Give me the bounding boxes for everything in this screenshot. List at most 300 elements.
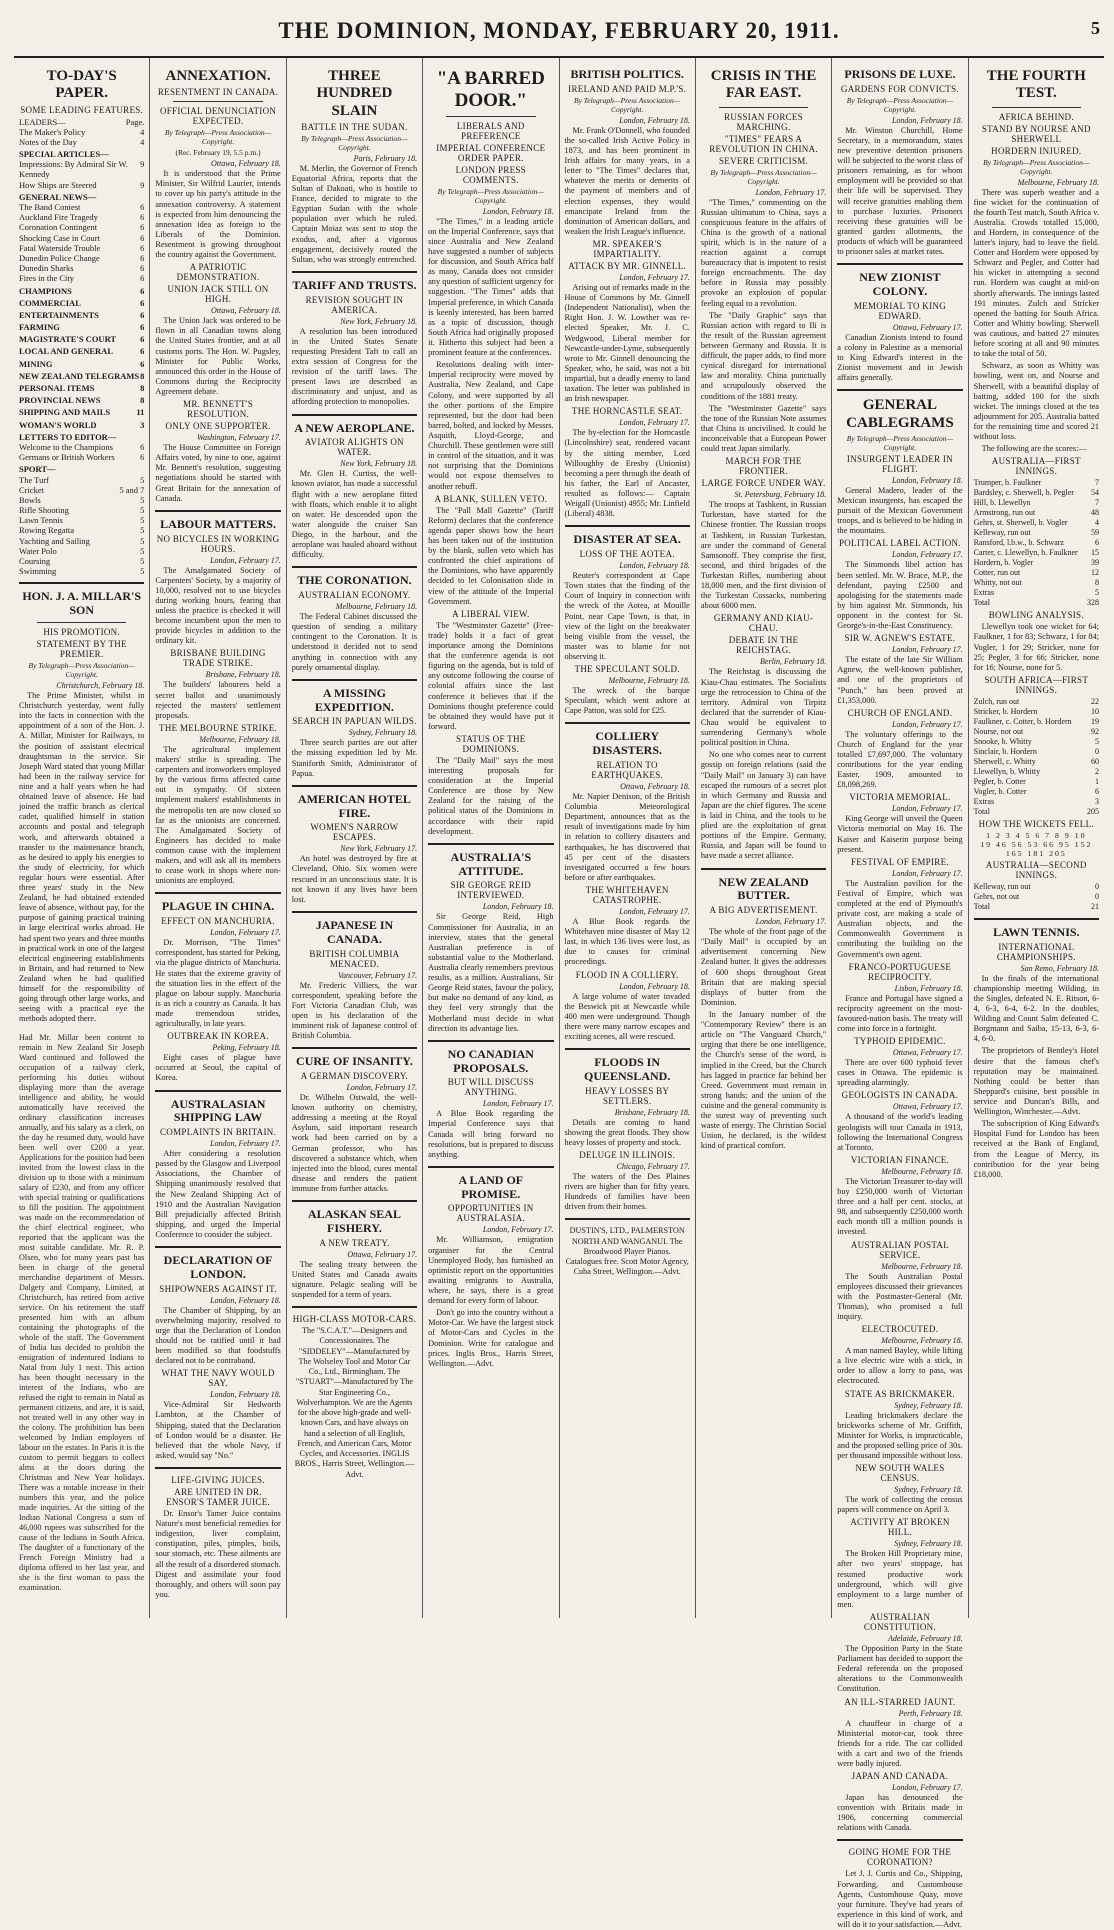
divider: [155, 1467, 280, 1469]
article-subheading: SHIPOWNERS AGAINST IT.: [159, 1283, 277, 1294]
contents-item-label: PERSONAL ITEMS: [19, 383, 95, 393]
batsman-name: Extras: [973, 588, 995, 598]
article-subheading: OPPORTUNITIES IN AUSTRALASIA.: [448, 1203, 534, 1224]
divider: [292, 1047, 417, 1049]
dateline: Sydney, February 18.: [894, 1485, 963, 1495]
article-headline[interactable]: PLAGUE IN CHINA.: [161, 899, 275, 914]
dateline: Ottawa, February 17.: [892, 1048, 963, 1058]
divider: [292, 1200, 417, 1202]
contents-item[interactable]: [19, 371, 144, 381]
contents-item-label: SPECIAL ARTICLES—: [19, 149, 109, 160]
contents-item[interactable]: [19, 253, 144, 263]
scorecard-total: Total 21: [973, 901, 1099, 911]
contents-item-label: The Band Contest: [19, 202, 81, 212]
article-body: The estate of the late Sir William Agnew, the well-known publisher, and one of the proprietors of "Punch," has been proved at £1,353,000.: [837, 655, 963, 705]
dateline: Sydney, February 18.: [894, 1400, 963, 1410]
batsman-runs: 48: [1091, 508, 1099, 518]
contents-item-label: Water Polo: [19, 545, 57, 556]
contents-item[interactable]: [19, 485, 144, 495]
article-subheading: GEOLOGISTS IN CANADA.: [841, 1090, 959, 1101]
divider: [155, 1246, 280, 1248]
article-subheading: OUTBREAK IN KOREA.: [167, 1031, 269, 1042]
divider: [292, 1306, 417, 1308]
batsman-name: Bardsley, c. Sherwell, b. Pegler: [973, 488, 1074, 498]
dateline: London, February 17.: [891, 719, 963, 729]
article-subheading: BUT WILL DISCUSS ANYTHING.: [447, 1077, 534, 1098]
divider: [428, 1166, 553, 1168]
divider: [155, 892, 280, 894]
dateline: London, February 18.: [482, 902, 554, 912]
article-headline[interactable]: FLOODS IN QUEENSLAND.: [584, 1055, 671, 1083]
article-headline[interactable]: LABOUR MATTERS.: [160, 516, 276, 531]
batsman-name: Hordern, b. Vogler: [973, 558, 1034, 568]
contents-item-label: Fatal Waterside Trouble: [19, 242, 101, 253]
dateline: Ottawa, February 18.: [210, 306, 281, 316]
dateline: London, February 17.: [210, 555, 281, 565]
batsman-row: [974, 588, 1099, 598]
dateline: New York, February 18.: [340, 316, 418, 326]
divider: [292, 566, 417, 568]
batsman-runs: 8: [1095, 578, 1099, 588]
article-body: The Federal Cabinet discussed the question of sending a military contingent to the Coronation. It is understood it decided not to send anything in connection with any purely ornamental display.: [291, 612, 418, 672]
divider: [974, 918, 1099, 920]
batsman-row: [974, 882, 1099, 892]
contents-item[interactable]: [19, 536, 144, 546]
contents-item[interactable]: [19, 442, 144, 452]
contents-item-label: WOMAN'S WORLD: [19, 419, 97, 430]
advert-heading: GOING HOME FOR THE CORONATION?: [848, 1847, 952, 1868]
contents-item[interactable]: [19, 149, 144, 159]
article-subheading: AVIATOR ALIGHTS ON WATER.: [304, 437, 404, 458]
batsman-row: [974, 737, 1099, 747]
contents-item-label: PROVINCIAL NEWS: [19, 395, 101, 406]
contents-list: [19, 117, 144, 577]
article-subheading: FRANCO-PORTUGUESE RECIPROCITY.: [848, 961, 952, 982]
contents-item[interactable]: [19, 420, 144, 430]
contents-item-label: Coronation Contingent: [19, 222, 98, 233]
dateline: London, February 17.: [891, 804, 963, 814]
article-subheading: DEBATE IN THE REICHSTAG.: [728, 635, 799, 656]
article-body: A Blue Book regarding the Imperial Conference says that Canada will bring forward no resolutions, but is prepared to discuss anything.: [428, 1109, 554, 1159]
dateline: Adelaide, February 18.: [887, 1633, 963, 1643]
scorecard: [974, 882, 1099, 902]
advert-heading: HIGH-CLASS MOTOR-CARS.: [292, 1314, 417, 1325]
contents-item-page: 8: [140, 395, 145, 406]
article-subheading: LONDON PRESS COMMENTS.: [455, 164, 526, 185]
advert-body: Dr. Ensor's Tamer Juice contains Nature's most beneficial remedies for indigestion, liver complaint, constipation, piles, pimples, boils, sour stomach, etc. These ailments are all the result of a disordered stomach. Digest and assimilate your food thoroughly, and others will soon pay you.: [155, 1509, 281, 1599]
contents-item[interactable]: [19, 495, 144, 505]
article-headline[interactable]: "A BARRED DOOR.": [436, 68, 545, 111]
article-headline[interactable]: A NEW AEROPLANE.: [294, 420, 415, 435]
contents-item[interactable]: [19, 212, 144, 222]
received-time: (Rec. February 19, 5.5 p.m.): [175, 148, 261, 158]
column-5: [560, 58, 696, 1618]
contents-item[interactable]: [19, 222, 144, 232]
contents-item[interactable]: [19, 525, 144, 535]
article-body: Mr. Napier Denison, of the British Columbia Meteorological Department, announces that as the result of investigations made by him in relation to colliery disasters and earthquakes, he has discovered that 45 per cent of the disasters investigated occurred a few hours before or after earthquakes.: [564, 792, 690, 882]
article-headline[interactable]: THREE HUNDRED SLAIN: [316, 68, 393, 119]
contents-item-page: 5: [140, 566, 145, 577]
innings-heading: AUSTRALIA—SECOND INNINGS.: [985, 859, 1087, 880]
article-headline[interactable]: A MISSING EXPEDITION.: [314, 685, 394, 714]
article-body: The voluntary offerings to the Church of England for the year totalled £7,697,000. The voluntary contributions for the year ending Easter, 1909, amounted to £8,098,269.: [837, 729, 963, 790]
contents-item-page: 6: [140, 232, 145, 243]
contents-item-label: Lawn Tennis: [19, 515, 63, 526]
article-subheading: STATUS OF THE DOMINIONS.: [456, 733, 526, 754]
dateline: Melbourne, February 18.: [199, 734, 281, 744]
article-headline[interactable]: NEW ZEALAND BUTTER.: [718, 874, 809, 903]
contents-item-page: 5: [140, 525, 145, 536]
article-headline[interactable]: PRISONS DE LUXE.: [844, 67, 956, 81]
contents-item-page: 9: [140, 179, 145, 190]
contents-item[interactable]: [19, 310, 144, 320]
dateline: New York, February 18.: [340, 459, 418, 469]
divider: [292, 679, 417, 681]
article-body: Had Mr. Millar been content to remain in New Zealand Sir Joseph Ward continued and followed the occupation of a railway clerk, performing his duties without displaying more than the average intelligence and ability, he would automatically have received the ordinary classification increases annually, and his salary as a clerk, on the day he resumed duty, would have been well over £200 a year. Applications for the position had been invited from the lowest class in the division up to those with a minimum salary of £230, and from any officer with special training or qualifications to fill the position. The appointment was made on the recommendation of the chief electrical engineer, who reported that the applicant was the most suitable candidate. Mr. R. P. Olsen, who for many years past has been in charge of the general merchandise department of Messrs. Dalgety and Company, Limited, at Christchurch, has retired from active service. On his retirement the staff presented him with an album containing the photographs of the whole of the staff. The Government of India has decided to prohibit the emigration of indentured Indians to Natal from July 1 next. This action has been thought necessary in the interest of the Indians, who are refused the right to remain in Natal as permanent citizens, and are, it is said, not treated well in any other way in the colony. The prohibition has been welcomed by Indian employers of labour on the estates. In Paris it is the custom to permit beggars to collect alms at the doors during the Christmas and New Year holidays. There was a notable increase in their numbers this year, and the police made inquiries. At the sitting of the Indian National Congress a sum of 46,000 rupees was subscribed for the cause of the Indians in South Africa. The daughter of a functionary of the French Foreign Ministry had a diploma offered to her last year, and she is the first woman to pass the examination.: [19, 1032, 145, 1592]
article-body: The Amalgamated Society of Carpenters' Society, by a majority of 10,000, resolved not to use bicycles during working hours, fearing that unless the practice is checked it will become incumbent upon the men to provide bicycles in addition to the ordinary kit.: [155, 565, 281, 646]
article-subheading: A PATRIOTIC DEMONSTRATION.: [176, 262, 260, 283]
batsman-row: [974, 478, 1099, 488]
contents-item-page: 5: [140, 545, 145, 556]
article-body: Llewellyn took one wicket for 64; Faulkner, 1 for 83; Schwarz, 1 for 84; Vogler, 1 for 29; Stricker, none for 25; Pegler, 3 for 66; Stricker, none for 16; Nourse, none for 5.: [973, 622, 1099, 672]
article-subheading: SIR W. AGNEW'S ESTATE.: [844, 633, 956, 644]
contents-item[interactable]: [19, 395, 144, 405]
contents-item-label: How Ships are Steered: [19, 179, 97, 190]
batsman-name: Vogler, b. Cotter: [973, 786, 1027, 796]
batsman-runs: 0: [1095, 891, 1099, 901]
batsman-row: [974, 747, 1099, 757]
article-headline[interactable]: GENERAL CABLEGRAMS: [846, 397, 954, 431]
divider: [19, 582, 144, 584]
batsman-runs: 4: [1095, 518, 1099, 528]
article-subheading: LIBERALS AND PREFERENCE: [456, 120, 525, 141]
contents-item[interactable]: [19, 546, 144, 556]
contents-item-label: COMMERCIAL: [19, 297, 81, 308]
batsman-runs: 7: [1095, 498, 1099, 508]
batsman-runs: 5: [1095, 736, 1099, 746]
article-body: A thousand of the world's leading geologists will tour Canada in 1913, following the International Congress at Toronto.: [837, 1112, 963, 1152]
contents-item[interactable]: [19, 202, 144, 212]
article-headline[interactable]: AUSTRALASIAN SHIPPING LAW: [170, 1096, 266, 1125]
contents-item[interactable]: [19, 452, 144, 462]
article-subheading: JAPAN AND CANADA.: [851, 1771, 949, 1782]
contents-item[interactable]: [19, 566, 144, 576]
contents-item-label: NEW ZEALAND TELEGRAMS: [19, 370, 140, 381]
wickets-numbers: 1 2 3 4 5 6 7 8 9 10: [986, 830, 1087, 840]
batsman-row: [974, 707, 1099, 717]
dateline: London, February 17.: [346, 1082, 418, 1092]
article-headline[interactable]: TARIFF AND TRUSTS.: [292, 277, 417, 292]
batsman-runs: 7: [1095, 478, 1099, 488]
article-body: In the finals of the international championship meeting Wilding, in the Singles, defeated N. E. Ritson, 6-4, 6-3, 6-4, 6-2. In the doubles, Wilding and Count Salm defeated C. Borgmann and Saiba, 15-13, 6-3, 6-4, 6-0. The proprietors of Bentley's Hotel desire that the famous chef's reputation may be maintained. Nothing could be better than Sheppard's cuisine, best possible in service and Duncan's Bills, and Wellington, Winchester.—Advt. The subscription of King Edward's Hospital Fund for London has been received at the Bank of England, from the League of Mercy, its contribution for the year being £18,000.: [973, 973, 1099, 1179]
contents-item[interactable]: [19, 263, 144, 273]
contents-item-label: Rowing Regatta: [19, 525, 75, 536]
article-body: The Australian pavilion for the Festival of Empire, which was completed at the end of Plymouth's private cost, are making a scale of Australian objects, and the Commonwealth Government is contributing the building on the Government's own agent.: [837, 878, 963, 959]
columns: [14, 58, 1104, 1930]
article-subheading: A BLANK, SULLEN VETO.: [434, 493, 548, 504]
dateline: Sydney, February 18.: [348, 728, 418, 738]
masthead-title: THE DOMINION, MONDAY, FEBRUARY 20, 1911.: [278, 18, 840, 43]
article-subheading: ONLY ONE SUPPORTER.: [165, 421, 271, 432]
contents-item[interactable]: [19, 464, 144, 474]
contents-item[interactable]: [19, 322, 144, 332]
contents-item[interactable]: [19, 286, 144, 296]
divider: [428, 843, 553, 845]
batsman-runs: 0: [1095, 881, 1099, 891]
batsman-row: [974, 568, 1099, 578]
contents-item[interactable]: [19, 180, 144, 190]
article-headline[interactable]: JAPANESE IN CANADA.: [315, 917, 394, 946]
batsman-runs: 6: [1095, 538, 1099, 548]
scorecard-total: Total 205: [973, 806, 1099, 816]
column-8: [969, 58, 1104, 1618]
byline: By Telegraph—Press Association—Copyright.: [846, 433, 954, 452]
article-body: A chauffeur in charge of a Ministerial motor-car, took three friends for a ride. The car collided with a cart and two of the friends were badly injured.: [837, 1718, 963, 1768]
contents-item-label: Fires in the City: [19, 273, 75, 284]
contents-item[interactable]: [19, 334, 144, 344]
article-subheading: A LIBERAL VIEW.: [452, 608, 530, 619]
article-headline[interactable]: AUSTRALIA'S ATTITUDE.: [450, 849, 532, 878]
article-headline[interactable]: NO CANADIAN PROPOSALS.: [447, 1046, 534, 1075]
byline: By Telegraph—Press Association—Copyright.: [573, 95, 681, 114]
contents-item[interactable]: [19, 359, 144, 369]
article-subheading: CHURCH OF ENGLAND.: [847, 707, 953, 718]
batsman-row: [974, 538, 1099, 548]
contents-item[interactable]: [19, 137, 144, 147]
article-body: The waters of the Des Plaines rivers are higher than for fifty years. Hundreds of families have been driven from their homes.: [564, 1172, 690, 1212]
dateline: Perth, February 18.: [898, 1708, 963, 1718]
article-headline[interactable]: THE FOURTH TEST.: [986, 68, 1086, 102]
dateline: Chicago, February 17.: [616, 1162, 690, 1171]
dateline: London, February 17.: [619, 906, 690, 916]
article-body: The wreck of the barque Speculant, which went ashore at Cape Patton, was sold for £25.: [564, 686, 690, 716]
contents-item[interactable]: [19, 233, 144, 243]
contents-item[interactable]: [19, 407, 144, 417]
dateline: London, February 17.: [210, 1139, 281, 1149]
article-body: Mr. Frank O'Donnell, who founded the so-called Irish Active Policy in 1873, and has been prominent in Irish affairs for many years, in a letter to "The Times" declares that, whatever the merits or demerits of the payment of members and of election expenses, they would emancipate Ireland from the domination of American dollars, and weaken the Irish League's influence.: [564, 125, 690, 236]
contents-item[interactable]: [19, 243, 144, 253]
divider: [837, 263, 962, 265]
dateline: London, February 18.: [619, 115, 690, 125]
contents-item[interactable]: [19, 192, 144, 202]
article-subheading: INSURGENT LEADER IN FLIGHT.: [846, 453, 953, 474]
contents-item[interactable]: [19, 383, 144, 393]
article-headline[interactable]: DISASTER AT SEA.: [573, 532, 681, 547]
batsman-name: Pegler, b. Cotter: [973, 776, 1026, 786]
batsman-name: Extras: [973, 796, 995, 806]
column-7: [832, 58, 968, 1930]
dateline: Melbourne, February 18.: [881, 1336, 963, 1346]
article-subheading: THE HORNCASTLE SEAT.: [571, 406, 683, 417]
batsman-row: [974, 797, 1099, 807]
article-body: A resolution has been introduced in the United States Senate requesting President Taft to call an extra session of Congress for the revision of the tariff laws. The present laws are described as discriminatory and unjust, and as affording protection to monopolies.: [291, 326, 418, 407]
article-subheading: BRITISH COLUMBIA MENACED.: [309, 948, 400, 969]
dateline: London, February 17.: [755, 187, 827, 197]
batsman-name: Trumper, b. Faulkner: [973, 478, 1042, 488]
contents-item-label: Yachting and Sailing: [19, 535, 90, 546]
rule: [173, 101, 262, 102]
divider: [155, 510, 280, 512]
article-subheading: POLITICAL LABEL ACTION.: [838, 538, 961, 549]
article-subheading: MR. BENNETT'S RESOLUTION.: [183, 399, 254, 420]
batsman-row: [974, 757, 1099, 767]
article-subheading: A GERMAN DISCOVERY.: [300, 1070, 409, 1081]
article-headline[interactable]: THE CORONATION.: [297, 573, 412, 588]
batsman-runs: 15: [1091, 548, 1099, 558]
contents-item-page: 11: [136, 407, 145, 418]
dateline: London, February 17.: [619, 418, 690, 428]
article-headline[interactable]: CURE OF INSANITY.: [296, 1054, 413, 1069]
dateline: Washington, February 17.: [197, 433, 281, 443]
article-headline[interactable]: LAWN TENNIS.: [993, 924, 1080, 939]
batsman-name: Sherwell, c. Whitty: [973, 756, 1036, 766]
article-subheading: AUSTRALIAN CONSTITUTION.: [863, 1611, 937, 1632]
column-1: [14, 58, 150, 1618]
dateline: Melbourne, February 18.: [881, 1166, 963, 1176]
article-subheading: GERMANY AND KIAU-CHAU.: [713, 613, 814, 634]
advert-body: DUSTIN'S, LTD., PALMERSTON NORTH AND WANGANUI. The Broadwood Player Pianos. Catalogues free. Scott Motor Agency, Cuba Street, Wellington.—Advt.: [565, 1226, 689, 1277]
dateline: Lisbon, February 18.: [894, 983, 963, 993]
contents-item[interactable]: [19, 159, 144, 179]
article-body: Japan has denounced the convention with Britain made in 1906, concerning commercial relations with Canada.: [837, 1793, 963, 1833]
dateline: New York, February 17.: [340, 844, 418, 854]
dateline: St. Petersburg, February 18.: [734, 490, 827, 500]
batsman-name: Gehrs, not out: [973, 891, 1020, 901]
contents-item-page: 6: [140, 252, 145, 263]
batsman-row: [974, 488, 1099, 498]
rule: [992, 107, 1081, 108]
batsman-name: Llewellyn, b. Whitty: [973, 766, 1041, 776]
article-headline[interactable]: ALASKAN SEAL FISHERY.: [307, 1207, 401, 1235]
leaders-label: LEADERS—: [19, 116, 66, 127]
batsman-runs: 59: [1091, 528, 1099, 538]
article-subheading: RELATION TO EARTHQUAKES.: [591, 760, 664, 780]
contents-item-page: 6: [140, 334, 145, 345]
dateline: Peking, February 18.: [212, 1043, 281, 1053]
contents-item-label: Impressions: By Admiral Sir W. Kennedy: [19, 159, 128, 180]
article-subheading: BRISBANE BUILDING TRADE STRIKE.: [170, 648, 266, 669]
scorecard-total: Total 328: [973, 598, 1099, 608]
contents-item-label: Bowls: [19, 494, 41, 505]
contents-item-page: 6: [140, 297, 145, 308]
batsman-row: [974, 697, 1099, 707]
batsman-name: Kelleway, run out: [973, 881, 1031, 891]
article-subheading: SIR GEORGE REID INTERVIEWED.: [450, 880, 532, 901]
article-body: The Union Jack was ordered to be flown in all Canadian towns along the United States frontier, and at all customs ports. The Hon. W. Pugsley, Minister for Public Works, announced this order in the House of Commons during the Reciprocity Agreement debate.: [155, 316, 281, 396]
article-subheading: NEW SOUTH WALES CENSUS.: [855, 1463, 945, 1484]
batsman-name: Armstrong, run out: [973, 508, 1036, 518]
article-headline[interactable]: BRITISH POLITICS.: [570, 67, 684, 81]
article-subheading: VICTORIA MEMORIAL.: [849, 792, 951, 803]
article-headline[interactable]: HON. J. A. MILLAR'S SON: [22, 589, 142, 618]
article-subheading: LOSS OF THE AOTEA.: [579, 549, 675, 560]
batsman-row: [974, 578, 1099, 588]
batsman-name: Nourse, not out: [973, 726, 1024, 736]
article-headline[interactable]: CRISIS IN THE FAR EAST.: [710, 68, 817, 102]
contents-item-page: 6: [140, 309, 145, 320]
batsman-row: [974, 777, 1099, 787]
contents-item-page: 5 and 7: [119, 484, 145, 495]
divider: [155, 1090, 280, 1092]
article-headline[interactable]: ANNEXATION.: [165, 68, 271, 84]
article-subheading: HOW THE WICKETS FELL.: [978, 818, 1094, 829]
scorecard: [974, 697, 1099, 807]
dateline: Brisbane, February 18.: [614, 1107, 690, 1117]
batsman-name: Stricker, b. Hordern: [973, 706, 1038, 716]
article-body: The Reichstag is discussing the Kiau-Chau estimates. The Socialists urge the retrocession to China of the territory. Admiral von Tirpitz declared that the surrender of Kiau-Chau would be equivalent to surrendering Germany's whole political position in China. No one who comes near to current gossip on foreign relations (said the "Daily Mail" on January 3) can have escaped the rumours of a secret plot in which Germany and Russia and Japan are the chief figures. The scene is laid in China, and the tools to be plied are the exploitation of great portions of the Empire. Germany, Russia, and Japan will be found to have made a secret alliance.: [700, 667, 827, 861]
scorecard: [974, 478, 1099, 598]
contents-item-label: Dunedin Police Change: [19, 252, 100, 263]
contents-item-label: Shocking Case in Court: [19, 232, 100, 243]
article-subheading: HORDERN INJURED.: [991, 145, 1082, 156]
article-headline[interactable]: AMERICAN HOTEL FIRE.: [297, 791, 411, 820]
article-headline[interactable]: COLLIERY DISASTERS.: [592, 729, 663, 758]
batsman-row: [974, 558, 1099, 568]
divider: [701, 868, 826, 870]
dateline: London, February 18.: [482, 206, 554, 216]
article-subheading: A NEW TREATY.: [319, 1237, 390, 1248]
article-headline[interactable]: DECLARATION OF LONDON.: [163, 1253, 273, 1281]
contents-item[interactable]: [19, 298, 144, 308]
contents-item[interactable]: [19, 273, 144, 283]
article-subheading: IRELAND AND PAID M.P.'S.: [568, 83, 687, 94]
article-subheading: UNION JACK STILL ON HIGH.: [167, 284, 269, 305]
contents-item[interactable]: [19, 505, 144, 515]
batsman-runs: 1: [1095, 776, 1099, 786]
divider: [565, 525, 690, 527]
article-subheading: RUSSIAN FORCES MARCHING.: [724, 111, 804, 132]
dateline: Melbourne, February 18.: [881, 1261, 963, 1271]
divider: [428, 1040, 553, 1042]
contents-item-page: 6: [140, 358, 145, 369]
contents-item[interactable]: [19, 127, 144, 137]
article-subheading: AUSTRALIAN ECONOMY.: [298, 590, 411, 601]
byline: By Telegraph—Press Association—Copyright.: [710, 167, 817, 186]
batsman-row: [974, 498, 1099, 508]
batsman-name: Cotter, run out: [973, 568, 1021, 578]
batsman-runs: 19: [1091, 716, 1099, 726]
advert-subheading: ARE UNITED IN DR. ENSOR'S TAMER JUICE.: [166, 1487, 271, 1507]
contents-item[interactable]: [19, 515, 144, 525]
contents-item-label: Germans or British Workers: [19, 452, 115, 463]
article-body: Mr. Glen H. Curtiss, the well-known aviator, has made a successful flight with a new aeroplane fitted with floats, which enable it to alight on water. He descended upon the water alongside the cruiser San Diego, in the harbour, and the aeroplane was hauled aboard without difficulty.: [291, 469, 418, 560]
contents-item[interactable]: [19, 475, 144, 485]
byline: By Telegraph—Press Association—Copyright.: [164, 128, 272, 147]
contents-item-label: CHAMPIONS: [19, 285, 72, 296]
contents-item[interactable]: [19, 432, 144, 442]
contents-item[interactable]: [19, 346, 144, 356]
batsman-runs: 22: [1091, 696, 1099, 706]
contents-item-label: SHIPPING AND MAILS: [19, 407, 111, 418]
contents-item-page: 8: [140, 370, 145, 381]
dateline: Sydney, February 18.: [894, 1539, 963, 1549]
article-body: The "Westminster Gazette" (Free-trade) holds it a fact of great importance among the Dominions that the conference agenda is not figuring on the agenda, but is told of any outcome following the course of colonial affairs since the last conference it believes that if the Dominions thought preference could be obtained they would have put it forward.: [428, 620, 554, 731]
dateline: Berlin, February 18.: [760, 657, 827, 667]
article-subheading: SEVERE CRITICISM.: [719, 155, 809, 166]
article-body: France and Portugal have signed a reciprocity agreement on the most-favoured-nation basis. The treaty will come into force in a fortnight.: [837, 993, 963, 1034]
dateline: London, February 17.: [891, 645, 963, 655]
article-body: The Chamber of Shipping, by an overwhelming majority, resolved to urge that the Declaration of London should not be ratified until it had been modified so that foodstuffs declared not to be contraband.: [155, 1305, 281, 1366]
contents-item[interactable]: [19, 556, 144, 566]
article-headline[interactable]: NEW ZIONIST COLONY.: [859, 270, 941, 299]
article-subheading: VICTORIAN FINANCE.: [850, 1154, 950, 1165]
article-headline[interactable]: A LAND OF PROMISE.: [458, 1172, 524, 1201]
contents-item-label: Swimming: [19, 566, 57, 577]
article-subheading: NO BICYCLES IN WORKING HOURS.: [156, 533, 280, 554]
dateline: London, February 17.: [891, 1783, 963, 1793]
contents-item-label: The Turf: [19, 474, 49, 485]
dateline: London, February 17.: [482, 1225, 554, 1235]
